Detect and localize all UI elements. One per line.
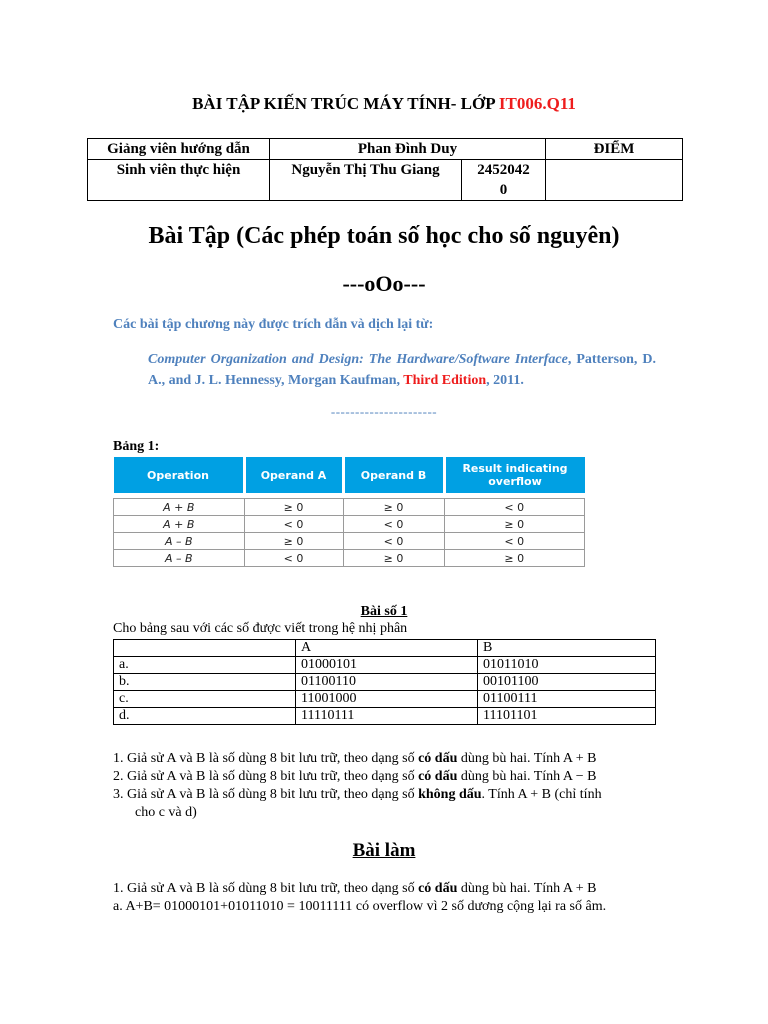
question-3-continuation: cho c và d) xyxy=(135,805,197,820)
question-3 xyxy=(113,786,673,804)
answer-question xyxy=(113,881,596,897)
binary-value-a: 01000101 xyxy=(296,657,478,674)
binary-value-a: 11110111 xyxy=(296,708,478,725)
binary-table-header xyxy=(114,640,656,657)
question-1 xyxy=(113,750,673,768)
question-2-text: 2. Giả sử A và B là số dùng 8 bit lưu trữ, theo dạng số xyxy=(113,769,419,784)
binary-row xyxy=(114,691,656,708)
result-cell: ≥ 0 xyxy=(444,550,585,567)
question-3-emphasis: không dấu xyxy=(418,787,482,802)
citation-authors: , Patterson, D. A., and J. L. Hennessy, Morgan Kaufman, xyxy=(148,352,656,388)
student-id-line2: 0 xyxy=(499,182,508,198)
operation-cell: A + B xyxy=(114,516,245,533)
header-operand-b: Operand B xyxy=(343,457,444,493)
student-id xyxy=(462,160,546,201)
binary-row xyxy=(114,657,656,674)
question-3-text: 3. Giả sử A và B là số dùng 8 bit lưu trữ, theo dạng số xyxy=(113,787,419,802)
exercise1-intro: Cho bảng sau với các số được viết trong hệ nhị phân xyxy=(113,621,408,636)
answer-question-emphasis: có dấu xyxy=(418,881,458,896)
info-row-instructor xyxy=(88,139,683,160)
answer-question-text: 1. Giả sử A và B là số dùng 8 bit lưu trữ, theo dạng số xyxy=(113,881,419,896)
binary-row-label: a. xyxy=(114,657,296,674)
operand-a-cell: < 0 xyxy=(244,516,343,533)
operand-b-cell: ≥ 0 xyxy=(343,499,444,516)
student-id-line1: 2452042 xyxy=(477,162,530,178)
ornament-separator: ---oOo--- xyxy=(342,271,426,296)
result-cell: < 0 xyxy=(444,533,585,550)
title-prefix: BÀI TẬP KIẾN TRÚC MÁY TÍNH- LỚP xyxy=(192,94,499,113)
dashed-divider: ---------------------- xyxy=(330,404,438,419)
operand-a-cell: ≥ 0 xyxy=(244,533,343,550)
answer-heading: Bài làm xyxy=(352,840,416,861)
info-table xyxy=(87,138,683,201)
question-3-rest: . Tính A + B (chỉ tính xyxy=(481,787,602,802)
score-label: ĐIỂM xyxy=(546,139,683,160)
source-intro: Các bài tập chương này được trích dẫn và dịch lại từ: xyxy=(113,317,434,332)
instructor-name: Phan Đình Duy xyxy=(270,139,546,160)
binary-row xyxy=(114,708,656,725)
overflow-table-header xyxy=(114,457,585,493)
binary-row-label: b. xyxy=(114,674,296,691)
exercise1-heading: Bài số 1 xyxy=(360,604,408,619)
instructor-label: Giảng viên hướng dẫn xyxy=(88,139,270,160)
class-code: IT006.Q11 xyxy=(498,94,576,113)
citation-edition: Third Edition xyxy=(403,373,487,388)
overflow-row xyxy=(114,499,585,516)
header-result-overflow: Result indicating overflow xyxy=(444,457,585,493)
operand-b-cell: < 0 xyxy=(343,516,444,533)
operand-b-cell: < 0 xyxy=(343,533,444,550)
table1-label: Bảng 1: xyxy=(113,439,160,454)
binary-header-b: B xyxy=(478,640,656,657)
binary-header-label xyxy=(114,640,296,657)
operation-cell: A – B xyxy=(114,533,245,550)
binary-value-b: 01011010 xyxy=(478,657,656,674)
header-operation: Operation xyxy=(114,457,245,493)
citation-year: , 2011. xyxy=(486,373,524,388)
question-2 xyxy=(113,768,673,786)
question-2-emphasis: có dấu xyxy=(418,769,458,784)
question-1-rest: dùng bù hai. Tính A + B xyxy=(457,751,597,766)
book-title: Computer Organization and Design: The Hardware/Software Interface xyxy=(148,352,568,367)
binary-row xyxy=(114,674,656,691)
operation-cell: A + B xyxy=(114,499,245,516)
binary-value-a: 11001000 xyxy=(296,691,478,708)
page-subtitle: Bài Tập (Các phép toán số học cho số nguyên) xyxy=(148,223,620,249)
student-name: Nguyễn Thị Thu Giang xyxy=(270,160,462,201)
question-2-rest: dùng bù hai. Tính A − B xyxy=(457,769,597,784)
operand-a-cell: < 0 xyxy=(244,550,343,567)
operand-a-cell: ≥ 0 xyxy=(244,499,343,516)
binary-row-label: c. xyxy=(114,691,296,708)
question-list xyxy=(113,750,673,822)
binary-row-label: d. xyxy=(114,708,296,725)
document-title xyxy=(0,94,768,114)
overflow-table xyxy=(113,457,585,567)
answer-question-rest: dùng bù hai. Tính A + B xyxy=(457,881,597,896)
header-operand-a: Operand A xyxy=(244,457,343,493)
overflow-row xyxy=(114,550,585,567)
binary-header-a: A xyxy=(296,640,478,657)
binary-value-b: 00101100 xyxy=(478,674,656,691)
operand-b-cell: ≥ 0 xyxy=(343,550,444,567)
binary-value-a: 01100110 xyxy=(296,674,478,691)
binary-table xyxy=(113,639,656,725)
operation-cell: A – B xyxy=(114,550,245,567)
citation xyxy=(148,349,656,391)
binary-value-b: 11101101 xyxy=(478,708,656,725)
info-row-student xyxy=(88,160,683,201)
student-label: Sinh viên thực hiện xyxy=(88,160,270,201)
result-cell: ≥ 0 xyxy=(444,516,585,533)
result-cell: < 0 xyxy=(444,499,585,516)
overflow-row xyxy=(114,533,585,550)
score-value xyxy=(546,160,683,201)
binary-value-b: 01100111 xyxy=(478,691,656,708)
question-1-text: 1. Giả sử A và B là số dùng 8 bit lưu trữ, theo dạng số xyxy=(113,751,419,766)
question-1-emphasis: có dấu xyxy=(418,751,458,766)
answer-line-a: a. A+B= 01000101+01011010 = 10011111 có overflow vì 2 số dương cộng lại ra số âm. xyxy=(113,899,607,914)
overflow-row xyxy=(114,516,585,533)
